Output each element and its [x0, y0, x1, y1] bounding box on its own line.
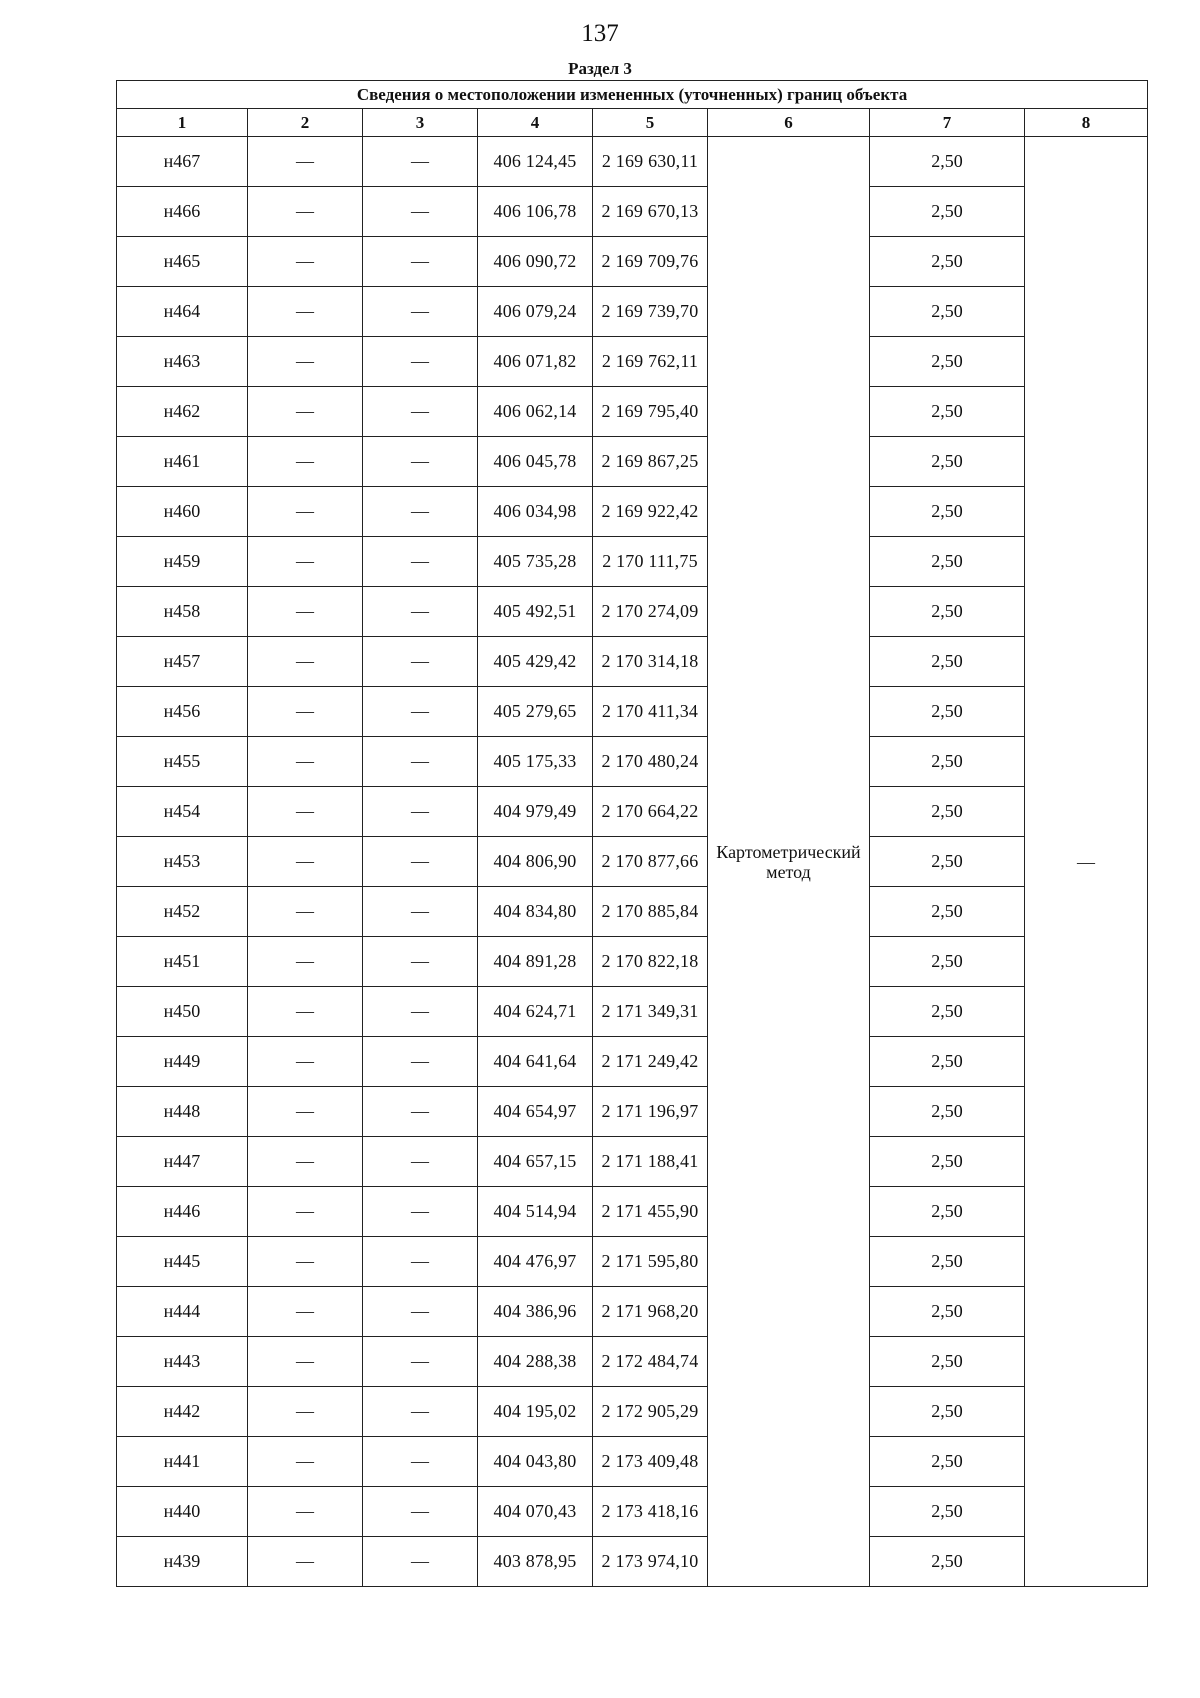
x-coordinate-cell: 405 492,51 [478, 587, 593, 637]
point-name-cell: н464 [117, 287, 248, 337]
y-coordinate-cell: 2 170 822,18 [593, 937, 708, 987]
point-name-cell: н444 [117, 1287, 248, 1337]
x-coordinate-cell: 406 071,82 [478, 337, 593, 387]
table-row [117, 337, 1148, 387]
y-coordinate-cell: 2 171 249,42 [593, 1037, 708, 1087]
y-coordinate-cell: 2 173 418,16 [593, 1487, 708, 1537]
y-coordinate-cell: 2 169 762,11 [593, 337, 708, 387]
x-coordinate-cell: 404 624,71 [478, 987, 593, 1037]
x-coordinate-cell: 404 288,38 [478, 1337, 593, 1387]
table-row [117, 537, 1148, 587]
col3-cell: — [363, 487, 478, 537]
page-number: 137 [581, 20, 619, 47]
point-name-cell: н443 [117, 1337, 248, 1387]
table-caption: Сведения о местоположении измененных (уточненных) границ объекта [117, 81, 1148, 109]
accuracy-cell: 2,50 [870, 187, 1025, 237]
col3-cell: — [363, 337, 478, 387]
y-coordinate-cell: 2 170 111,75 [593, 537, 708, 587]
y-coordinate-cell: 2 173 409,48 [593, 1437, 708, 1487]
table-row [117, 1537, 1148, 1587]
col3-cell: — [363, 1537, 478, 1587]
x-coordinate-cell: 404 979,49 [478, 787, 593, 837]
table-row [117, 1287, 1148, 1337]
col3-cell: — [363, 1037, 478, 1087]
accuracy-cell: 2,50 [870, 387, 1025, 437]
table-row [117, 837, 1148, 887]
y-coordinate-cell: 2 169 922,42 [593, 487, 708, 537]
col2-cell: — [248, 637, 363, 687]
col3-cell: — [363, 387, 478, 437]
table-row [117, 587, 1148, 637]
accuracy-cell: 2,50 [870, 137, 1025, 187]
column-number: 6 [708, 109, 870, 137]
accuracy-cell: 2,50 [870, 1337, 1025, 1387]
col3-cell: — [363, 187, 478, 237]
col2-cell: — [248, 937, 363, 987]
point-name-cell: н454 [117, 787, 248, 837]
point-name-cell: н458 [117, 587, 248, 637]
accuracy-cell: 2,50 [870, 787, 1025, 837]
col3-cell: — [363, 587, 478, 637]
col2-cell: — [248, 787, 363, 837]
table-row [117, 137, 1148, 187]
accuracy-cell: 2,50 [870, 1087, 1025, 1137]
col3-cell: — [363, 137, 478, 187]
col2-cell: — [248, 237, 363, 287]
point-name-cell: н450 [117, 987, 248, 1037]
col2-cell: — [248, 537, 363, 587]
col2-cell: — [248, 437, 363, 487]
y-coordinate-cell: 2 170 411,34 [593, 687, 708, 737]
col2-cell: — [248, 1437, 363, 1487]
accuracy-cell: 2,50 [870, 537, 1025, 587]
y-coordinate-cell: 2 170 885,84 [593, 887, 708, 937]
col2-cell: — [248, 187, 363, 237]
table-row [117, 937, 1148, 987]
coordinates-table [116, 80, 1148, 1587]
point-name-cell: н451 [117, 937, 248, 987]
accuracy-cell: 2,50 [870, 1537, 1025, 1587]
accuracy-cell: 2,50 [870, 1437, 1025, 1487]
x-coordinate-cell: 403 878,95 [478, 1537, 593, 1587]
table-row [117, 1337, 1148, 1387]
y-coordinate-cell: 2 170 480,24 [593, 737, 708, 787]
y-coordinate-cell: 2 171 196,97 [593, 1087, 708, 1137]
col2-cell: — [248, 987, 363, 1037]
col8-cell: — [1025, 137, 1148, 1587]
point-name-cell: н446 [117, 1187, 248, 1237]
y-coordinate-cell: 2 170 314,18 [593, 637, 708, 687]
accuracy-cell: 2,50 [870, 1387, 1025, 1437]
accuracy-cell: 2,50 [870, 1187, 1025, 1237]
y-coordinate-cell: 2 170 877,66 [593, 837, 708, 887]
point-name-cell: н445 [117, 1237, 248, 1287]
col2-cell: — [248, 737, 363, 787]
x-coordinate-cell: 404 195,02 [478, 1387, 593, 1437]
table-row [117, 1087, 1148, 1137]
accuracy-cell: 2,50 [870, 1487, 1025, 1537]
point-name-cell: н462 [117, 387, 248, 437]
x-coordinate-cell: 405 279,65 [478, 687, 593, 737]
col3-cell: — [363, 237, 478, 287]
accuracy-cell: 2,50 [870, 1237, 1025, 1287]
col2-cell: — [248, 1387, 363, 1437]
table-row [117, 1487, 1148, 1537]
col2-cell: — [248, 287, 363, 337]
x-coordinate-cell: 406 034,98 [478, 487, 593, 537]
table-row [117, 737, 1148, 787]
column-number: 5 [593, 109, 708, 137]
section-title: Раздел 3 [568, 59, 632, 78]
accuracy-cell: 2,50 [870, 337, 1025, 387]
table-row [117, 187, 1148, 237]
accuracy-cell: 2,50 [870, 437, 1025, 487]
y-coordinate-cell: 2 171 968,20 [593, 1287, 708, 1337]
table-row [117, 637, 1148, 687]
y-coordinate-cell: 2 172 484,74 [593, 1337, 708, 1387]
col3-cell: — [363, 1237, 478, 1287]
col3-cell: — [363, 1437, 478, 1487]
column-number: 8 [1025, 109, 1148, 137]
point-name-cell: н463 [117, 337, 248, 387]
col3-cell: — [363, 837, 478, 887]
column-number: 2 [248, 109, 363, 137]
point-name-cell: н442 [117, 1387, 248, 1437]
accuracy-cell: 2,50 [870, 887, 1025, 937]
col2-cell: — [248, 337, 363, 387]
point-name-cell: н459 [117, 537, 248, 587]
y-coordinate-cell: 2 169 867,25 [593, 437, 708, 487]
table-row [117, 237, 1148, 287]
x-coordinate-cell: 404 043,80 [478, 1437, 593, 1487]
col3-cell: — [363, 737, 478, 787]
col3-cell: — [363, 437, 478, 487]
x-coordinate-cell: 405 735,28 [478, 537, 593, 587]
accuracy-cell: 2,50 [870, 837, 1025, 887]
x-coordinate-cell: 405 429,42 [478, 637, 593, 687]
y-coordinate-cell: 2 170 664,22 [593, 787, 708, 837]
point-name-cell: н467 [117, 137, 248, 187]
point-name-cell: н440 [117, 1487, 248, 1537]
col2-cell: — [248, 587, 363, 637]
accuracy-cell: 2,50 [870, 937, 1025, 987]
accuracy-cell: 2,50 [870, 587, 1025, 637]
table-row [117, 437, 1148, 487]
y-coordinate-cell: 2 171 349,31 [593, 987, 708, 1037]
y-coordinate-cell: 2 169 670,13 [593, 187, 708, 237]
y-coordinate-cell: 2 172 905,29 [593, 1387, 708, 1437]
x-coordinate-cell: 406 090,72 [478, 237, 593, 287]
col3-cell: — [363, 987, 478, 1037]
col3-cell: — [363, 1137, 478, 1187]
accuracy-cell: 2,50 [870, 1137, 1025, 1187]
table-row [117, 1137, 1148, 1187]
y-coordinate-cell: 2 169 709,76 [593, 237, 708, 287]
x-coordinate-cell: 406 079,24 [478, 287, 593, 337]
x-coordinate-cell: 406 106,78 [478, 187, 593, 237]
col2-cell: — [248, 487, 363, 537]
col3-cell: — [363, 937, 478, 987]
col2-cell: — [248, 1337, 363, 1387]
col3-cell: — [363, 537, 478, 587]
column-number: 1 [117, 109, 248, 137]
table-body [117, 137, 1148, 1587]
column-number: 4 [478, 109, 593, 137]
col3-cell: — [363, 687, 478, 737]
y-coordinate-cell: 2 169 739,70 [593, 287, 708, 337]
accuracy-cell: 2,50 [870, 737, 1025, 787]
table-row [117, 1237, 1148, 1287]
col3-cell: — [363, 287, 478, 337]
col3-cell: — [363, 887, 478, 937]
y-coordinate-cell: 2 170 274,09 [593, 587, 708, 637]
x-coordinate-cell: 404 657,15 [478, 1137, 593, 1187]
x-coordinate-cell: 406 062,14 [478, 387, 593, 437]
point-name-cell: н465 [117, 237, 248, 287]
x-coordinate-cell: 404 514,94 [478, 1187, 593, 1237]
x-coordinate-cell: 404 806,90 [478, 837, 593, 887]
point-name-cell: н466 [117, 187, 248, 237]
table-row [117, 1387, 1148, 1437]
col2-cell: — [248, 1287, 363, 1337]
point-name-cell: н448 [117, 1087, 248, 1137]
col2-cell: — [248, 1087, 363, 1137]
y-coordinate-cell: 2 171 595,80 [593, 1237, 708, 1287]
point-name-cell: н441 [117, 1437, 248, 1487]
col3-cell: — [363, 1387, 478, 1437]
x-coordinate-cell: 404 641,64 [478, 1037, 593, 1087]
x-coordinate-cell: 404 834,80 [478, 887, 593, 937]
y-coordinate-cell: 2 169 630,11 [593, 137, 708, 187]
col2-cell: — [248, 837, 363, 887]
accuracy-cell: 2,50 [870, 637, 1025, 687]
x-coordinate-cell: 405 175,33 [478, 737, 593, 787]
table-row [117, 1037, 1148, 1087]
table-row [117, 987, 1148, 1037]
point-name-cell: н457 [117, 637, 248, 687]
col2-cell: — [248, 1137, 363, 1187]
point-name-cell: н460 [117, 487, 248, 537]
column-number: 7 [870, 109, 1025, 137]
col2-cell: — [248, 887, 363, 937]
col2-cell: — [248, 137, 363, 187]
table-row [117, 1437, 1148, 1487]
y-coordinate-cell: 2 173 974,10 [593, 1537, 708, 1587]
column-number: 3 [363, 109, 478, 137]
point-name-cell: н455 [117, 737, 248, 787]
col2-cell: — [248, 1237, 363, 1287]
x-coordinate-cell: 404 070,43 [478, 1487, 593, 1537]
col3-cell: — [363, 637, 478, 687]
point-name-cell: н456 [117, 687, 248, 737]
accuracy-cell: 2,50 [870, 987, 1025, 1037]
col3-cell: — [363, 787, 478, 837]
col3-cell: — [363, 1287, 478, 1337]
table-row [117, 687, 1148, 737]
accuracy-cell: 2,50 [870, 287, 1025, 337]
point-name-cell: н439 [117, 1537, 248, 1587]
point-name-cell: н452 [117, 887, 248, 937]
col3-cell: — [363, 1487, 478, 1537]
table-row [117, 887, 1148, 937]
col3-cell: — [363, 1337, 478, 1387]
col3-cell: — [363, 1087, 478, 1137]
col2-cell: — [248, 1487, 363, 1537]
col2-cell: — [248, 687, 363, 737]
point-name-cell: н447 [117, 1137, 248, 1187]
accuracy-cell: 2,50 [870, 487, 1025, 537]
col2-cell: — [248, 387, 363, 437]
col3-cell: — [363, 1187, 478, 1237]
table-row [117, 387, 1148, 437]
method-cell: Картометрический метод [708, 137, 870, 1587]
col2-cell: — [248, 1187, 363, 1237]
x-coordinate-cell: 406 124,45 [478, 137, 593, 187]
x-coordinate-cell: 406 045,78 [478, 437, 593, 487]
x-coordinate-cell: 404 386,96 [478, 1287, 593, 1337]
point-name-cell: н453 [117, 837, 248, 887]
x-coordinate-cell: 404 476,97 [478, 1237, 593, 1287]
table-row [117, 487, 1148, 537]
column-number-row [117, 109, 1148, 137]
y-coordinate-cell: 2 169 795,40 [593, 387, 708, 437]
accuracy-cell: 2,50 [870, 1287, 1025, 1337]
accuracy-cell: 2,50 [870, 237, 1025, 287]
table-row [117, 1187, 1148, 1237]
point-name-cell: н461 [117, 437, 248, 487]
table-row [117, 787, 1148, 837]
y-coordinate-cell: 2 171 455,90 [593, 1187, 708, 1237]
x-coordinate-cell: 404 654,97 [478, 1087, 593, 1137]
accuracy-cell: 2,50 [870, 1037, 1025, 1087]
table-row [117, 287, 1148, 337]
col2-cell: — [248, 1037, 363, 1087]
y-coordinate-cell: 2 171 188,41 [593, 1137, 708, 1187]
point-name-cell: н449 [117, 1037, 248, 1087]
accuracy-cell: 2,50 [870, 687, 1025, 737]
col2-cell: — [248, 1537, 363, 1587]
x-coordinate-cell: 404 891,28 [478, 937, 593, 987]
